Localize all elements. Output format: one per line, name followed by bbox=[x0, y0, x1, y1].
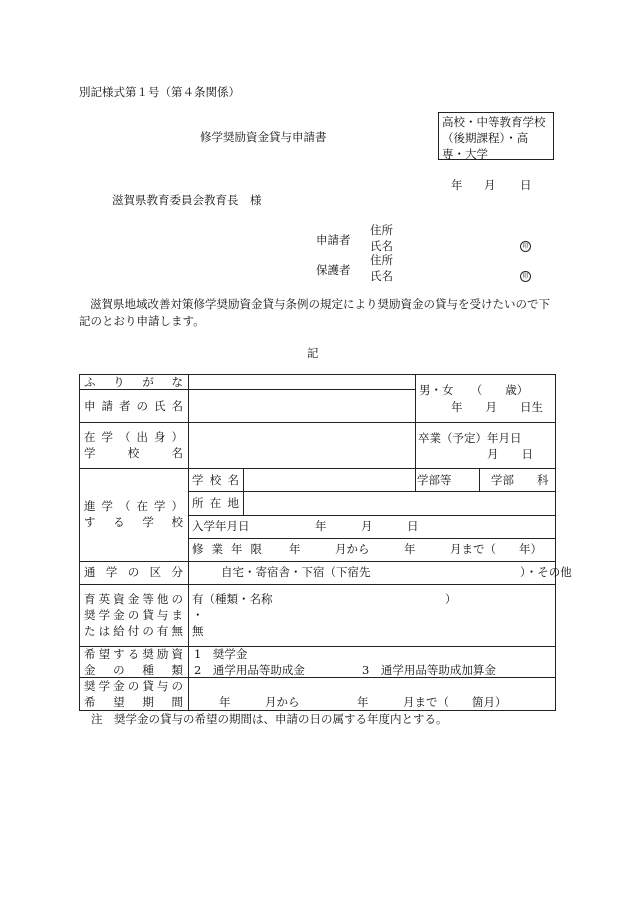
desired-type-label-1: 希望する奨励資 bbox=[84, 647, 183, 661]
school-type-box: 高校・中等教育学校（後期課程）・高専・大学 bbox=[438, 112, 554, 160]
scholarship-label-2: 奨学金の貸与ま bbox=[84, 608, 183, 622]
study-period-field[interactable]: 年 月から 年 月まで（ 年） bbox=[289, 542, 542, 556]
guardian-address-label: 住所 bbox=[370, 253, 393, 267]
scholarship-label-1: 育英資金等他の bbox=[84, 592, 183, 606]
applicant-name-label: 氏名 bbox=[370, 239, 393, 253]
applicant-name-field[interactable] bbox=[190, 391, 412, 421]
current-school-field[interactable] bbox=[190, 424, 412, 466]
school-name-field[interactable] bbox=[245, 470, 413, 490]
location-field[interactable] bbox=[245, 493, 553, 514]
date-day[interactable]: 日 bbox=[520, 178, 532, 192]
form-title: 修学奨励資金貸与申請書 bbox=[200, 130, 327, 144]
application-table bbox=[79, 374, 572, 711]
guardian-seal-icon: 印 bbox=[520, 267, 531, 282]
current-school-label-2: 学校名 bbox=[84, 446, 183, 460]
furigana-field[interactable] bbox=[190, 375, 412, 389]
desired-option-1[interactable]: 1 奨学金 bbox=[194, 647, 248, 661]
scholarship-dot: ・ bbox=[192, 608, 204, 622]
furigana-label: ふりがな bbox=[84, 375, 183, 389]
admission-field[interactable]: 年 月 日 bbox=[315, 519, 419, 533]
scholarship-label-3: たは給付の有無 bbox=[84, 624, 183, 638]
faculty-label: 学部等 bbox=[417, 473, 452, 487]
addressee: 滋賀県教育委員会教育長 様 bbox=[112, 193, 262, 207]
location-label: 所在地 bbox=[192, 496, 239, 510]
admission-label: 入学年月日 bbox=[192, 519, 250, 533]
gender-age[interactable]: 男・女 （ 歳） bbox=[419, 383, 529, 397]
date-month[interactable]: 月 bbox=[484, 178, 496, 192]
graduation-date[interactable]: 月 日 bbox=[487, 447, 533, 461]
school-name-label: 学校名 bbox=[192, 473, 239, 487]
current-school-label-1: 在学（出身） bbox=[84, 430, 183, 444]
faculty-field[interactable]: 学部 科 bbox=[491, 473, 549, 487]
advance-school-label-1: 進学（在学） bbox=[84, 499, 183, 513]
date-year[interactable]: 年 bbox=[451, 178, 463, 192]
form-number: 別記様式第１号（第４条関係） bbox=[79, 85, 240, 99]
period-label-1: 奨学金の貸与の bbox=[84, 679, 183, 693]
commute-options[interactable]: 自宅・寄宿舎・下宿（下宿先 ）・その他 bbox=[221, 565, 572, 579]
applicant-name-label: 申請者の氏名 bbox=[84, 399, 183, 413]
advance-school-label-2: する学校 bbox=[84, 515, 183, 529]
period-label-2: 希望期間 bbox=[84, 695, 183, 709]
desired-type-label-2: 金の種類 bbox=[84, 663, 183, 677]
desired-option-2[interactable]: 2 通学用品等助成金 bbox=[194, 663, 305, 677]
guardian-name-label: 氏名 bbox=[370, 269, 393, 283]
scholarship-yes[interactable]: 有（種類・名称 ） bbox=[192, 592, 457, 606]
applicant-seal-icon: 印 bbox=[520, 237, 531, 252]
note: 注 奨学金の貸与の希望の期間は、申請の日の属する年度内とする。 bbox=[91, 712, 448, 726]
scholarship-no[interactable]: 無 bbox=[192, 624, 204, 638]
desired-option-3[interactable]: 3 通学用品等助成加算金 bbox=[362, 663, 496, 677]
body-text: 滋賀県地域改善対策修学奨励資金貸与条例の規定により奨励資金の貸与を受けたいので下記のとおり申請します。 bbox=[79, 297, 550, 328]
commute-label: 通学の区分 bbox=[84, 565, 183, 579]
guardian-label: 保護者 bbox=[316, 263, 351, 277]
applicant-label: 申請者 bbox=[316, 233, 351, 247]
graduation-label: 卒業（予定）年月日 bbox=[418, 431, 522, 445]
period-field[interactable]: 年 月から 年 月まで（ 箇月） bbox=[219, 695, 507, 709]
study-period-label: 修業年限 bbox=[192, 542, 262, 556]
applicant-address-label: 住所 bbox=[370, 223, 393, 237]
birth-date[interactable]: 年 月 日生 bbox=[451, 400, 543, 414]
ki-label: 記 bbox=[307, 346, 319, 360]
